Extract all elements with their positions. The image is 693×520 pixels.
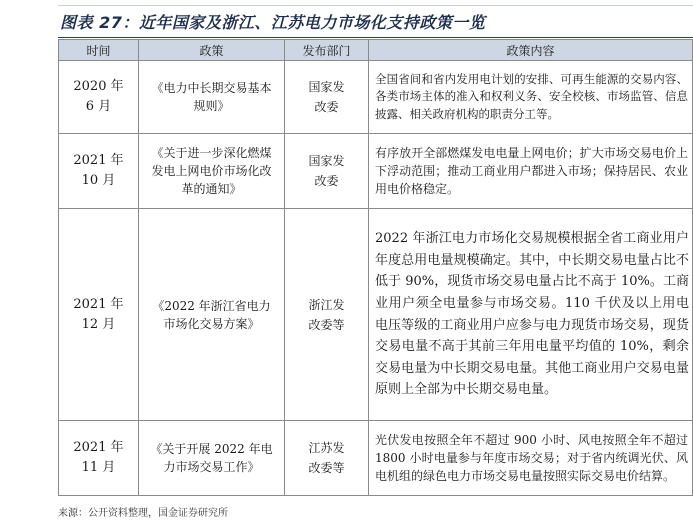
table-row [59,421,693,496]
cell-policy: 《关于进一步深化燃煤发电上网电价市场化改革的通知》 [139,134,285,209]
header-time: 时间 [59,40,139,61]
cell-dept: 江苏发改委等 [285,421,369,496]
cell-dept: 国家发改委 [285,61,369,134]
table-row [59,61,693,134]
cell-time: 2021 年 11 月 [59,421,139,496]
cell-time: 2020 年 6 月 [59,61,139,134]
source-note: 来源：公开资料整理，国金证券研究所 [58,508,228,519]
policy-table [58,39,693,496]
table-row [59,134,693,209]
figure-title: 图表 27：近年国家及浙江、江苏电力市场化支持政策一览 [60,13,486,32]
cell-content: 光伏发电按照全年不超过 900 小时、风电按照全年不超过 1800 小时电量参与年度市场交易；对于省内统调光伏、风电机组的绿色电力市场交易电量按照实际交易电价结算。 [369,421,693,496]
top-rule [58,5,693,7]
cell-dept: 浙江发改委等 [285,209,369,421]
header-policy: 政策 [139,40,285,61]
header-dept: 发布部门 [285,40,369,61]
cell-content: 2022 年浙江电力市场化交易规模根据全省工商业用户年度总用电量规模确定。其中，中长期交易电量占比不低于 90%，现货市场交易电量占比不高于 10%。工商业用户须全电量参与市场交易。110 千伏及以上用电电压等级的工商业用户应参与电力现货市场交易，现货交易电量不高于其前三年用电量平均值的 10%，剩余交易电量为中长期交易电量。其他工商业用户交易电量原则上全部为中长期交易电量。 [369,209,693,421]
table-row [59,209,693,421]
cell-policy: 《电力中长期交易基本规则》 [139,61,285,134]
cell-time: 2021 年 10 月 [59,134,139,209]
title-rule [58,37,693,38]
cell-time: 2021 年 12 月 [59,209,139,421]
cell-content: 全国省间和省内发用电计划的安排、可再生能源的交易内容、各类市场主体的准入和权利义务、安全校核、市场监管、信息披露、相关政府机构的职责分工等。 [369,61,693,134]
cell-dept: 国家发改委 [285,134,369,209]
table-header-row [59,40,693,61]
cell-policy: 《关于开展 2022 年电力市场交易工作》 [139,421,285,496]
cell-policy: 《2022 年浙江省电力市场化交易方案》 [139,209,285,421]
header-content: 政策内容 [369,40,693,61]
cell-content: 有序放开全部燃煤发电电量上网电价；扩大市场交易电价上下浮动范围；推动工商业用户都进入市场；保持居民、农业用电价格稳定。 [369,134,693,209]
